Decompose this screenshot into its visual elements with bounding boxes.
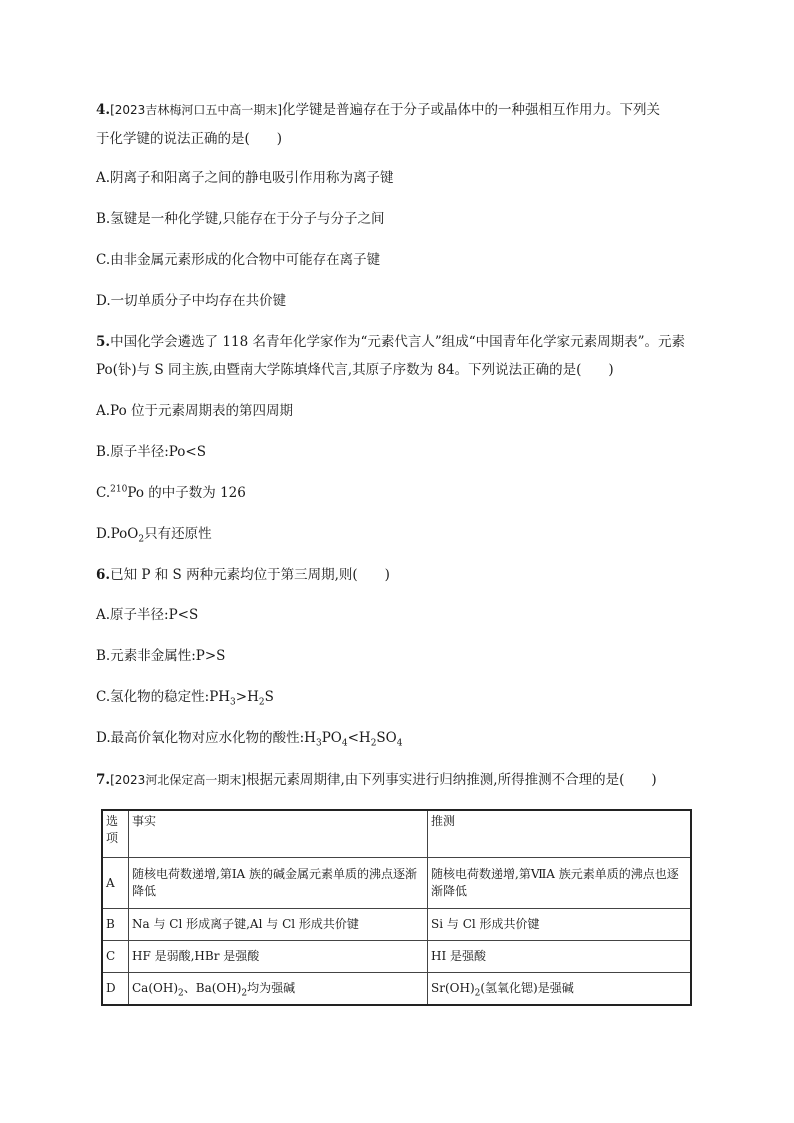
formula-part: 均为强碱 — [247, 981, 296, 995]
q5-option-c — [96, 484, 246, 502]
subscript: 2 — [370, 738, 377, 749]
option-prefix: C. — [96, 485, 111, 501]
subscript: 2 — [258, 697, 265, 708]
row-inference: 随核电荷数递增,第ⅦA 族元素单质的沸点也逐渐降低 — [428, 858, 692, 909]
row-inference: HI 是强酸 — [428, 941, 692, 973]
subscript: 2 — [178, 988, 184, 999]
header-fact: 事实 — [129, 810, 428, 858]
q7-table — [101, 809, 692, 1006]
table-row — [102, 941, 691, 973]
question-stem: 已知 P 和 S 两种元素均位于第三周期,则( ) — [110, 567, 390, 583]
q6-option-a: A.原子半径:P<S — [96, 607, 199, 623]
option-prefix: D.PoO — [96, 526, 139, 542]
formula-part: S — [264, 689, 274, 705]
formula-part: (氢氧化锶)是强碱 — [480, 981, 574, 995]
formula-part: SO — [376, 730, 397, 746]
q4-option-c: C.由非金属元素形成的化合物中可能存在离子键 — [96, 252, 381, 268]
table-header-row — [102, 810, 691, 858]
q6-option-b: B.元素非金属性:P>S — [96, 648, 226, 664]
question-stem: 化学键是普遍存在于分子或晶体中的一种强相互作用力。下列关 — [282, 102, 660, 118]
table-row — [102, 858, 691, 909]
question-stem: 中国化学会遴选了 118 名青年化学家作为“元素代言人”组成“中国青年化学家元素周期表”。元素 — [110, 334, 686, 350]
option-text: 只有还原性 — [144, 526, 212, 542]
formula-part: PO — [321, 730, 342, 746]
row-option: B — [102, 909, 129, 941]
question-number: 7. — [96, 772, 111, 788]
formula-part: 、Ba(OH) — [183, 981, 242, 995]
subscript: 4 — [341, 738, 348, 749]
question-4-stem-line-1 — [96, 101, 660, 119]
row-inference: Si 与 Cl 形成共价键 — [428, 909, 692, 941]
row-fact: Na 与 Cl 形成离子键,Al 与 Cl 形成共价键 — [129, 909, 428, 941]
question-source: [2023河北保定高一期末] — [110, 773, 246, 787]
question-7-stem — [96, 771, 657, 789]
q4-option-a: A.阴离子和阳离子之间的静电吸引作用称为离子键 — [96, 170, 394, 186]
table-row — [102, 973, 691, 1006]
q4-option-d: D.一切单质分子中均存在共价键 — [96, 293, 287, 309]
row-fact — [129, 973, 428, 1006]
formula-part: <H — [347, 730, 371, 746]
q6-option-d — [96, 729, 402, 747]
question-5-stem-line-1 — [96, 333, 685, 351]
subscript: 2 — [241, 988, 248, 999]
question-number: 4. — [96, 102, 111, 118]
question-5-stem-line-2: Po(钋)与 S 同主族,由暨南大学陈填烽代言,其原子序数为 84。下列说法正确的是( ) — [96, 362, 614, 378]
q6-option-c — [96, 688, 274, 706]
formula-part: Ca(OH) — [132, 981, 179, 995]
row-option: C — [102, 941, 129, 973]
question-stem: 根据元素周期律,由下列事实进行归纳推测,所得推测不合理的是( ) — [246, 772, 657, 788]
mass-number: 210 — [110, 484, 128, 495]
header-inference: 推测 — [428, 810, 692, 858]
subscript: 2 — [138, 534, 145, 545]
row-option: A — [102, 858, 129, 909]
formula-part: Sr(OH) — [431, 981, 475, 995]
q4-option-b: B.氢键是一种化学键,只能存在于分子与分子之间 — [96, 211, 385, 227]
question-source: [2023吉林梅河口五中高一期末] — [110, 103, 282, 117]
subscript: 3 — [230, 697, 236, 708]
table-row — [102, 909, 691, 941]
option-prefix: C.氢化物的稳定性:PH — [96, 689, 231, 705]
row-fact: 随核电荷数递增,第ⅠA 族的碱金属元素单质的沸点逐渐降低 — [129, 858, 428, 909]
subscript: 4 — [396, 738, 403, 749]
question-number: 6. — [96, 567, 111, 583]
option-text: Po 的中子数为 126 — [127, 485, 246, 501]
q5-option-a: A.Po 位于元素周期表的第四周期 — [96, 403, 293, 419]
row-option: D — [102, 973, 129, 1006]
row-inference — [428, 973, 692, 1006]
subscript: 3 — [315, 738, 322, 749]
question-number: 5. — [96, 334, 111, 350]
question-4-stem-line-2: 于化学键的说法正确的是( ) — [96, 131, 283, 147]
subscript: 2 — [474, 988, 481, 999]
q5-option-d — [96, 525, 212, 543]
option-prefix: D.最高价氧化物对应水化物的酸性:H — [96, 730, 316, 746]
formula-part: >H — [235, 689, 259, 705]
row-fact: HF 是弱酸,HBr 是强酸 — [129, 941, 428, 973]
question-6-stem — [96, 566, 390, 584]
header-option: 选项 — [102, 810, 129, 858]
q5-option-b: B.原子半径:Po<S — [96, 444, 206, 460]
